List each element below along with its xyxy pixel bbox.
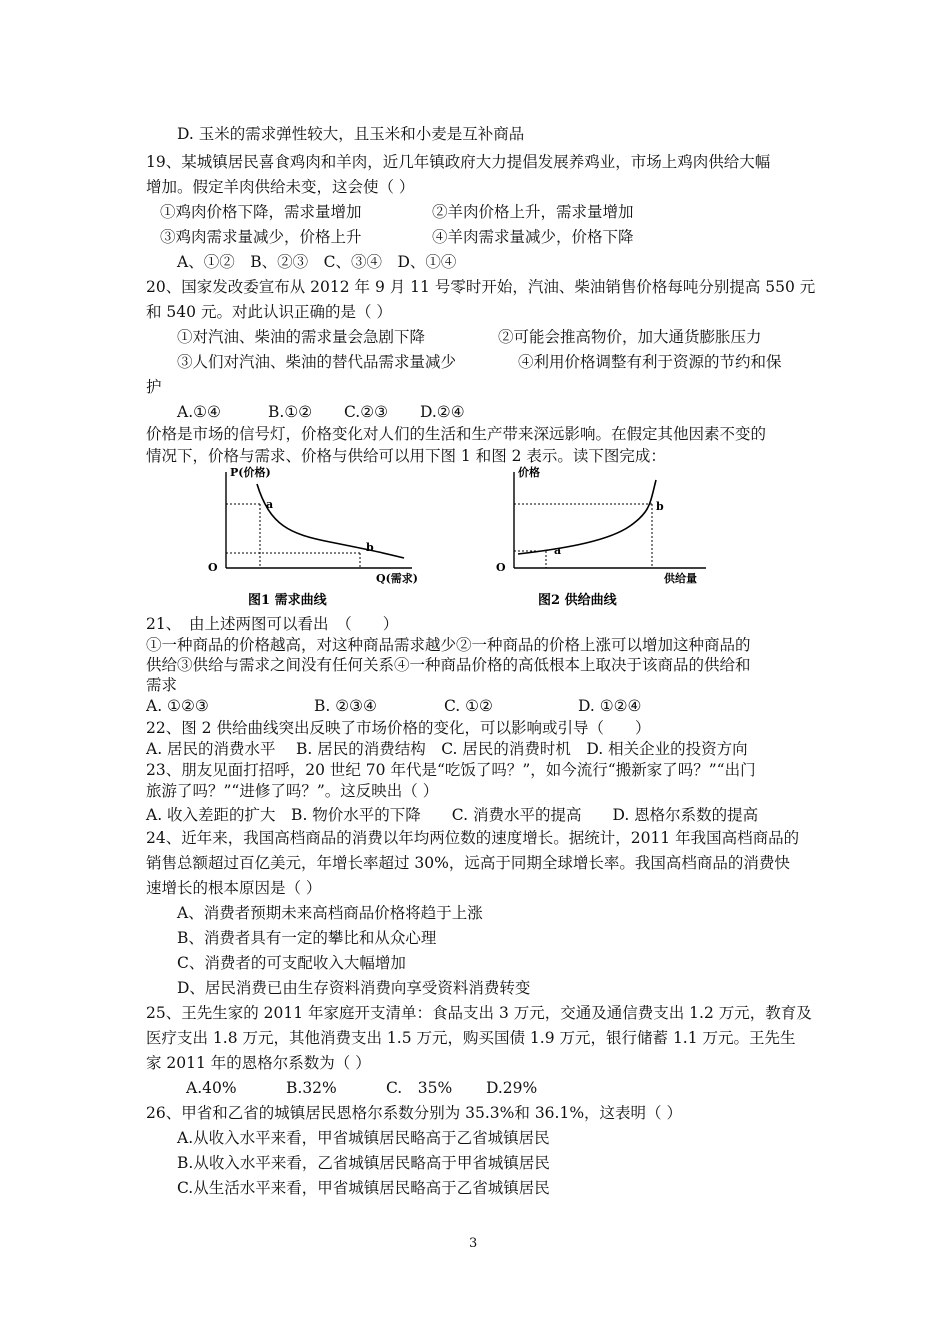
q21-stem: 21、 由上述两图可以看出 （ ）	[146, 615, 399, 633]
fig2-point-a: a	[554, 544, 562, 557]
q26-option-c: C.从生活水平来看，甲省城镇居民略高于乙省城镇居民	[177, 1179, 550, 1197]
q21-option-a: A. ①②③	[146, 697, 209, 715]
q24-option-b: B、消费者具有一定的攀比和从众心理	[177, 929, 437, 947]
q25-option-b: B.32%	[286, 1079, 337, 1097]
q25-option-c: C. 35%	[386, 1079, 453, 1097]
q19-stem-line-2: 增加。假定羊肉供给未变，这会使（ ）	[146, 178, 415, 196]
q20-statement-4: ④利用价格调整有利于资源的节约和保	[518, 353, 782, 371]
page-number: 3	[469, 1236, 478, 1251]
figure-2-supply-curve	[490, 464, 720, 614]
q25-stem-line-2: 医疗支出 1.8 万元，其他消费支出 1.5 万元，购买国债 1.9 万元，银行储蓄 1.1 万元。王先生	[146, 1029, 796, 1047]
q18-option-d: D. 玉米的需求弹性较大，且玉米和小麦是互补商品	[177, 125, 525, 143]
q20-stem-line-1: 20、国家发改委宣布从 2012 年 9 月 11 号零时开始，汽油、柴油销售价格每吨分别提高 550 元	[146, 278, 816, 296]
q20-statement-2: ②可能会推高物价，加大通货膨胀压力	[498, 328, 762, 346]
q21-option-c: C. ①②	[444, 697, 493, 715]
q20-statement-4-cont: 护	[146, 378, 162, 396]
fig2-y-label: 价格	[518, 466, 540, 479]
q22-stem: 22、图 2 供给曲线突出反映了市场价格的变化，可以影响或引导（ ）	[146, 719, 651, 737]
q21-option-b: B. ②③④	[314, 697, 377, 715]
q26-stem: 26、甲省和乙省的城镇居民恩格尔系数分别为 35.3%和 36.1%，这表明（ ）	[146, 1104, 682, 1122]
q20-statement-3: ③人们对汽油、柴油的替代品需求量减少	[177, 353, 457, 371]
q19-statement-2: ②羊肉价格上升，需求量增加	[432, 203, 634, 221]
q21-line-3: 需求	[146, 676, 178, 694]
fig2-caption: 图2 供给曲线	[538, 593, 617, 608]
q19-statement-3: ③鸡肉需求量减少，价格上升	[160, 228, 362, 246]
q20-option-c: C.②③	[344, 403, 389, 421]
q23-options: A. 收入差距的扩大 B. 物价水平的下降 C. 消费水平的提高 D. 恩格尔系数的提高	[146, 806, 759, 824]
q19-options: A、①② B、②③ C、③④ D、①④	[177, 253, 457, 271]
q25-stem-line-3: 家 2011 年的恩格尔系数为（ ）	[146, 1054, 371, 1072]
q24-stem-line-3: 速增长的根本原因是（ ）	[146, 879, 322, 897]
q24-stem-line-1: 24、近年来，我国高档商品的消费以年均两位数的速度增长。据统计，2011 年我国高档商品的	[146, 829, 800, 847]
fig1-caption: 图1 需求曲线	[248, 593, 327, 608]
fig2-point-b: b	[656, 500, 664, 513]
q25-option-d: D.29%	[486, 1079, 538, 1097]
fig2-supply-line	[518, 480, 656, 554]
q20-statement-1: ①对汽油、柴油的需求量会急剧下降	[177, 328, 426, 346]
q23-stem-line-1: 23、朋友见面打招呼，20 世纪 70 年代是“吃饭了吗？”，如今流行“搬新家了吗？”“出门	[146, 761, 756, 779]
intro-line-1: 价格是市场的信号灯，价格变化对人们的生活和生产带来深远影响。在假定其他因素不变的	[146, 425, 767, 443]
fig1-origin: O	[208, 561, 218, 574]
q20-option-a: A.①④	[177, 403, 221, 421]
q21-line-1: ①一种商品的价格越高，对这种商品需求越少②一种商品的价格上涨可以增加这种商品的	[146, 636, 751, 654]
fig1-demand-line	[257, 484, 404, 558]
q19-statement-1: ①鸡肉价格下降，需求量增加	[160, 203, 362, 221]
q24-option-d: D、居民消费已由生存资料消费向享受资料消费转变	[177, 979, 531, 997]
fig1-point-b: b	[366, 541, 374, 554]
q19-statement-4: ④羊肉需求量减少，价格下降	[432, 228, 634, 246]
q21-option-d: D. ①②④	[578, 697, 642, 715]
fig2-x-label: 供给量	[664, 572, 697, 585]
fig1-y-label: P(价格)	[230, 466, 271, 479]
q21-line-2: 供给③供给与需求之间没有任何关系④一种商品价格的高低根本上取决于该商品的供给和	[146, 656, 751, 674]
intro-line-2: 情况下，价格与需求、价格与供给可以用下图 1 和图 2 表示。读下图完成：	[146, 447, 666, 465]
fig2-origin: O	[496, 561, 506, 574]
q20-stem-line-2: 和 540 元。对此认识正确的是（ ）	[146, 303, 392, 321]
q26-option-b: B.从收入水平来看，乙省城镇居民略高于甲省城镇居民	[177, 1154, 550, 1172]
q20-option-b: B.①②	[268, 403, 313, 421]
q23-stem-line-2: 旅游了吗？”“进修了吗？”。这反映出（ ）	[146, 782, 439, 800]
q22-options: A. 居民的消费水平 B. 居民的消费结构 C. 居民的消费时机 D. 相关企业的投资方向	[146, 740, 748, 758]
figure-1-demand-curve	[200, 464, 420, 614]
q25-stem-line-1: 25、王先生家的 2011 年家庭开支清单：食品支出 3 万元，交通及通信费支出 1.2 万元，教育及	[146, 1004, 812, 1022]
q24-option-c: C、消费者的可支配收入大幅增加	[177, 954, 406, 972]
q25-option-a: A.40%	[186, 1079, 237, 1097]
q20-option-d: D.②④	[420, 403, 465, 421]
q26-option-a: A.从收入水平来看，甲省城镇居民略高于乙省城镇居民	[177, 1129, 550, 1147]
q24-stem-line-2: 销售总额超过百亿美元，年增长率超过 30%，远高于同期全球增长率。我国高档商品的消费快	[146, 854, 790, 872]
q19-stem-line-1: 19、某城镇居民喜食鸡肉和羊肉，近几年镇政府大力提倡发展养鸡业，市场上鸡肉供给大幅	[146, 153, 771, 171]
fig1-x-label: Q(需求)	[376, 572, 418, 585]
fig1-point-a: a	[266, 498, 274, 511]
q24-option-a: A、消费者预期未来高档商品价格将趋于上涨	[177, 904, 483, 922]
